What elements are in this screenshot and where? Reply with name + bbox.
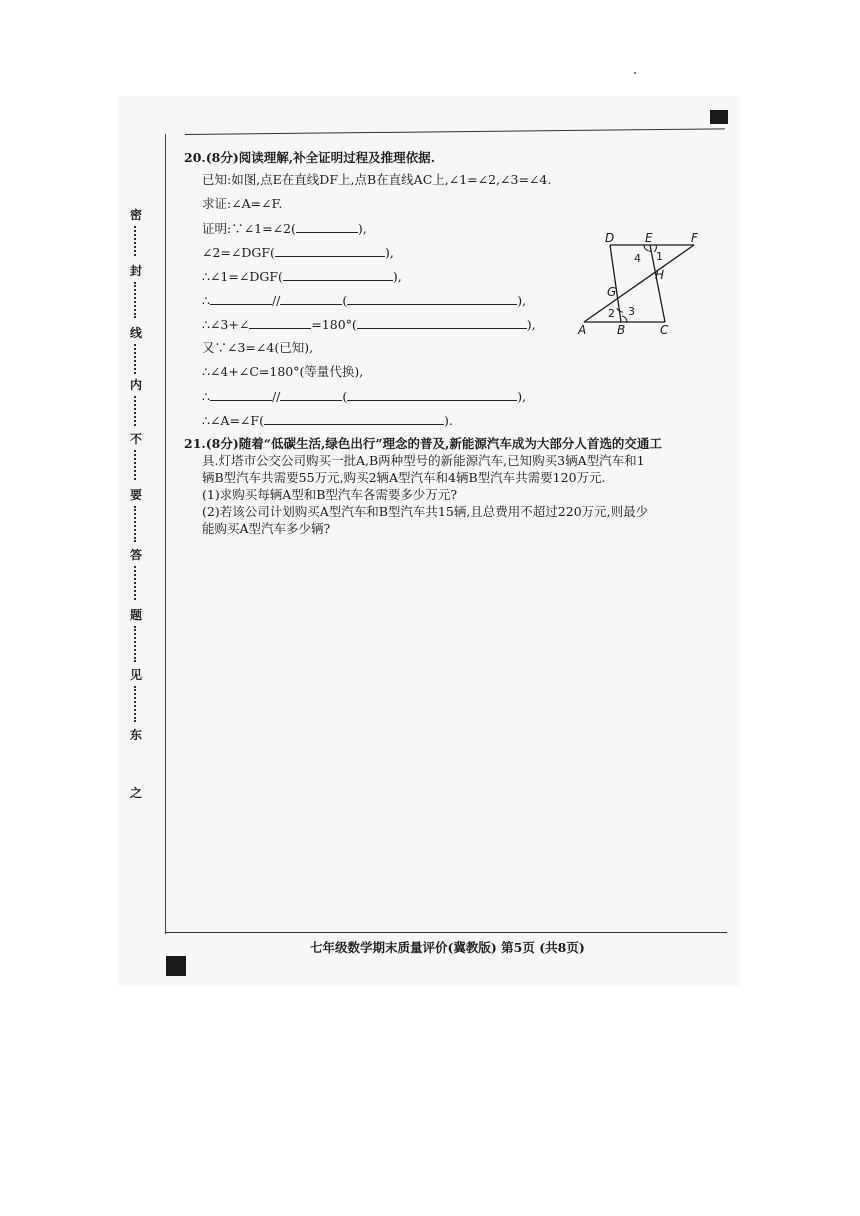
label-A: A <box>578 323 587 337</box>
proof-line-8 <box>202 388 526 405</box>
seal-char: 题 <box>129 608 142 622</box>
proof-text: ∴ <box>202 293 210 308</box>
label-E: E <box>645 231 653 245</box>
seal-dots <box>134 450 138 480</box>
seal-char: 见 <box>129 668 142 682</box>
proof-text: =180°( <box>311 317 357 332</box>
fill-blank[interactable] <box>280 388 342 401</box>
proof-text: ), <box>526 317 536 332</box>
proof-line-5 <box>202 316 536 333</box>
proof-text: ). <box>443 413 453 428</box>
proof-text: // <box>271 389 281 404</box>
seal-char: 密 <box>129 208 142 222</box>
q21-line-2: 具.灯塔市公交公司购买一批A,B两种型号的新能源汽车,已知购买3辆A型汽车和1 <box>202 453 645 468</box>
fill-blank[interactable] <box>210 388 272 401</box>
q20-prove: 求证:∠A=∠F. <box>202 196 283 211</box>
label-G: G <box>607 285 617 299</box>
scan-speck <box>634 72 636 74</box>
page-footer: 七年级数学期末质量评价(冀教版) 第5页 (共8页) <box>310 940 585 955</box>
seal-dots <box>134 506 138 542</box>
q21-line-1: 21.(8分)随着“低碳生活,绿色出行”理念的普及,新能源汽车成为大部分人首选的交通工 <box>184 436 662 451</box>
proof-text: ), <box>357 221 367 236</box>
proof-text: ∴∠1=∠DGF( <box>202 269 283 284</box>
fill-blank[interactable] <box>347 292 517 305</box>
seal-dots <box>134 626 138 662</box>
fill-blank[interactable] <box>296 220 358 233</box>
proof-text: ( <box>342 293 348 308</box>
fill-blank[interactable] <box>210 292 272 305</box>
proof-text: ), <box>384 245 394 260</box>
proof-text: ∴∠A=∠F( <box>202 413 264 428</box>
bottom-rule <box>165 932 727 933</box>
seal-char: 线 <box>129 326 142 340</box>
proof-line-9 <box>202 412 453 429</box>
proof-line-6: 又∵∠3=∠4(已知), <box>202 340 314 355</box>
proof-text: ∴∠3+∠ <box>202 317 250 332</box>
q20-given: 已知:如图,点E在直线DF上,点B在直线AC上,∠1=∠2,∠3=∠4. <box>202 172 552 187</box>
seal-char: 不 <box>129 432 142 446</box>
angle-label-2: 2 <box>608 307 615 320</box>
seal-char: 东 <box>129 728 142 742</box>
seal-dots <box>134 686 138 722</box>
proof-text: // <box>271 293 281 308</box>
seal-char: 之 <box>129 786 142 800</box>
label-H: H <box>655 268 665 282</box>
angle-arc-2 <box>617 308 623 312</box>
label-B: B <box>617 323 626 337</box>
alignment-mark-bottom <box>166 956 186 976</box>
fill-blank[interactable] <box>275 244 385 257</box>
angle-arc-3 <box>622 316 627 322</box>
binding-rule <box>165 134 166 934</box>
seal-char: 答 <box>129 548 142 562</box>
alignment-mark-top <box>710 110 728 124</box>
fill-blank[interactable] <box>249 316 311 329</box>
label-D: D <box>605 231 615 245</box>
seal-char: 要 <box>129 488 142 502</box>
q20-header: 20.(8分)阅读理解,补全证明过程及推理依据. <box>184 150 435 165</box>
seal-char: 封 <box>129 264 142 278</box>
seal-dots <box>134 226 138 256</box>
q21-part-1: (1)求购买每辆A型和B型汽车各需要多少万元? <box>202 487 458 502</box>
fill-blank[interactable] <box>264 412 444 425</box>
fill-blank[interactable] <box>280 292 342 305</box>
q21-part-2-cont: 能购买A型汽车多少辆? <box>202 521 331 536</box>
proof-line-4 <box>202 292 526 309</box>
angle-label-1: 1 <box>656 250 663 263</box>
label-C: C <box>660 323 669 337</box>
seal-char: 内 <box>129 378 142 392</box>
fill-blank[interactable] <box>357 316 527 329</box>
seal-dots <box>134 282 138 318</box>
proof-line-7: ∴∠4+∠C=180°(等量代换), <box>202 364 364 379</box>
seal-dots <box>134 566 138 600</box>
proof-line-1 <box>202 220 367 237</box>
proof-text: ∠2=∠DGF( <box>202 245 275 260</box>
seal-dots <box>134 344 138 374</box>
geometry-figure <box>570 228 710 338</box>
fill-blank[interactable] <box>283 268 393 281</box>
proof-text: ), <box>517 389 527 404</box>
q21-line-3: 辆B型汽车共需要55万元,购买2辆A型汽车和4辆B型汽车共需要120万元. <box>202 470 606 485</box>
proof-text: ), <box>392 269 402 284</box>
proof-text: ∴ <box>202 389 210 404</box>
proof-text: ), <box>517 293 527 308</box>
label-F: F <box>691 231 698 245</box>
proof-text: ( <box>342 389 348 404</box>
fill-blank[interactable] <box>347 388 517 401</box>
proof-text: 证明:∵∠1=∠2( <box>202 221 296 236</box>
proof-line-2 <box>202 244 394 261</box>
proof-line-3 <box>202 268 402 285</box>
angle-label-4: 4 <box>634 252 641 265</box>
seal-dots <box>134 396 138 426</box>
q21-part-2: (2)若该公司计划购买A型汽车和B型汽车共15辆,且总费用不超过220万元,则最少 <box>202 504 649 519</box>
angle-label-3: 3 <box>628 305 635 318</box>
